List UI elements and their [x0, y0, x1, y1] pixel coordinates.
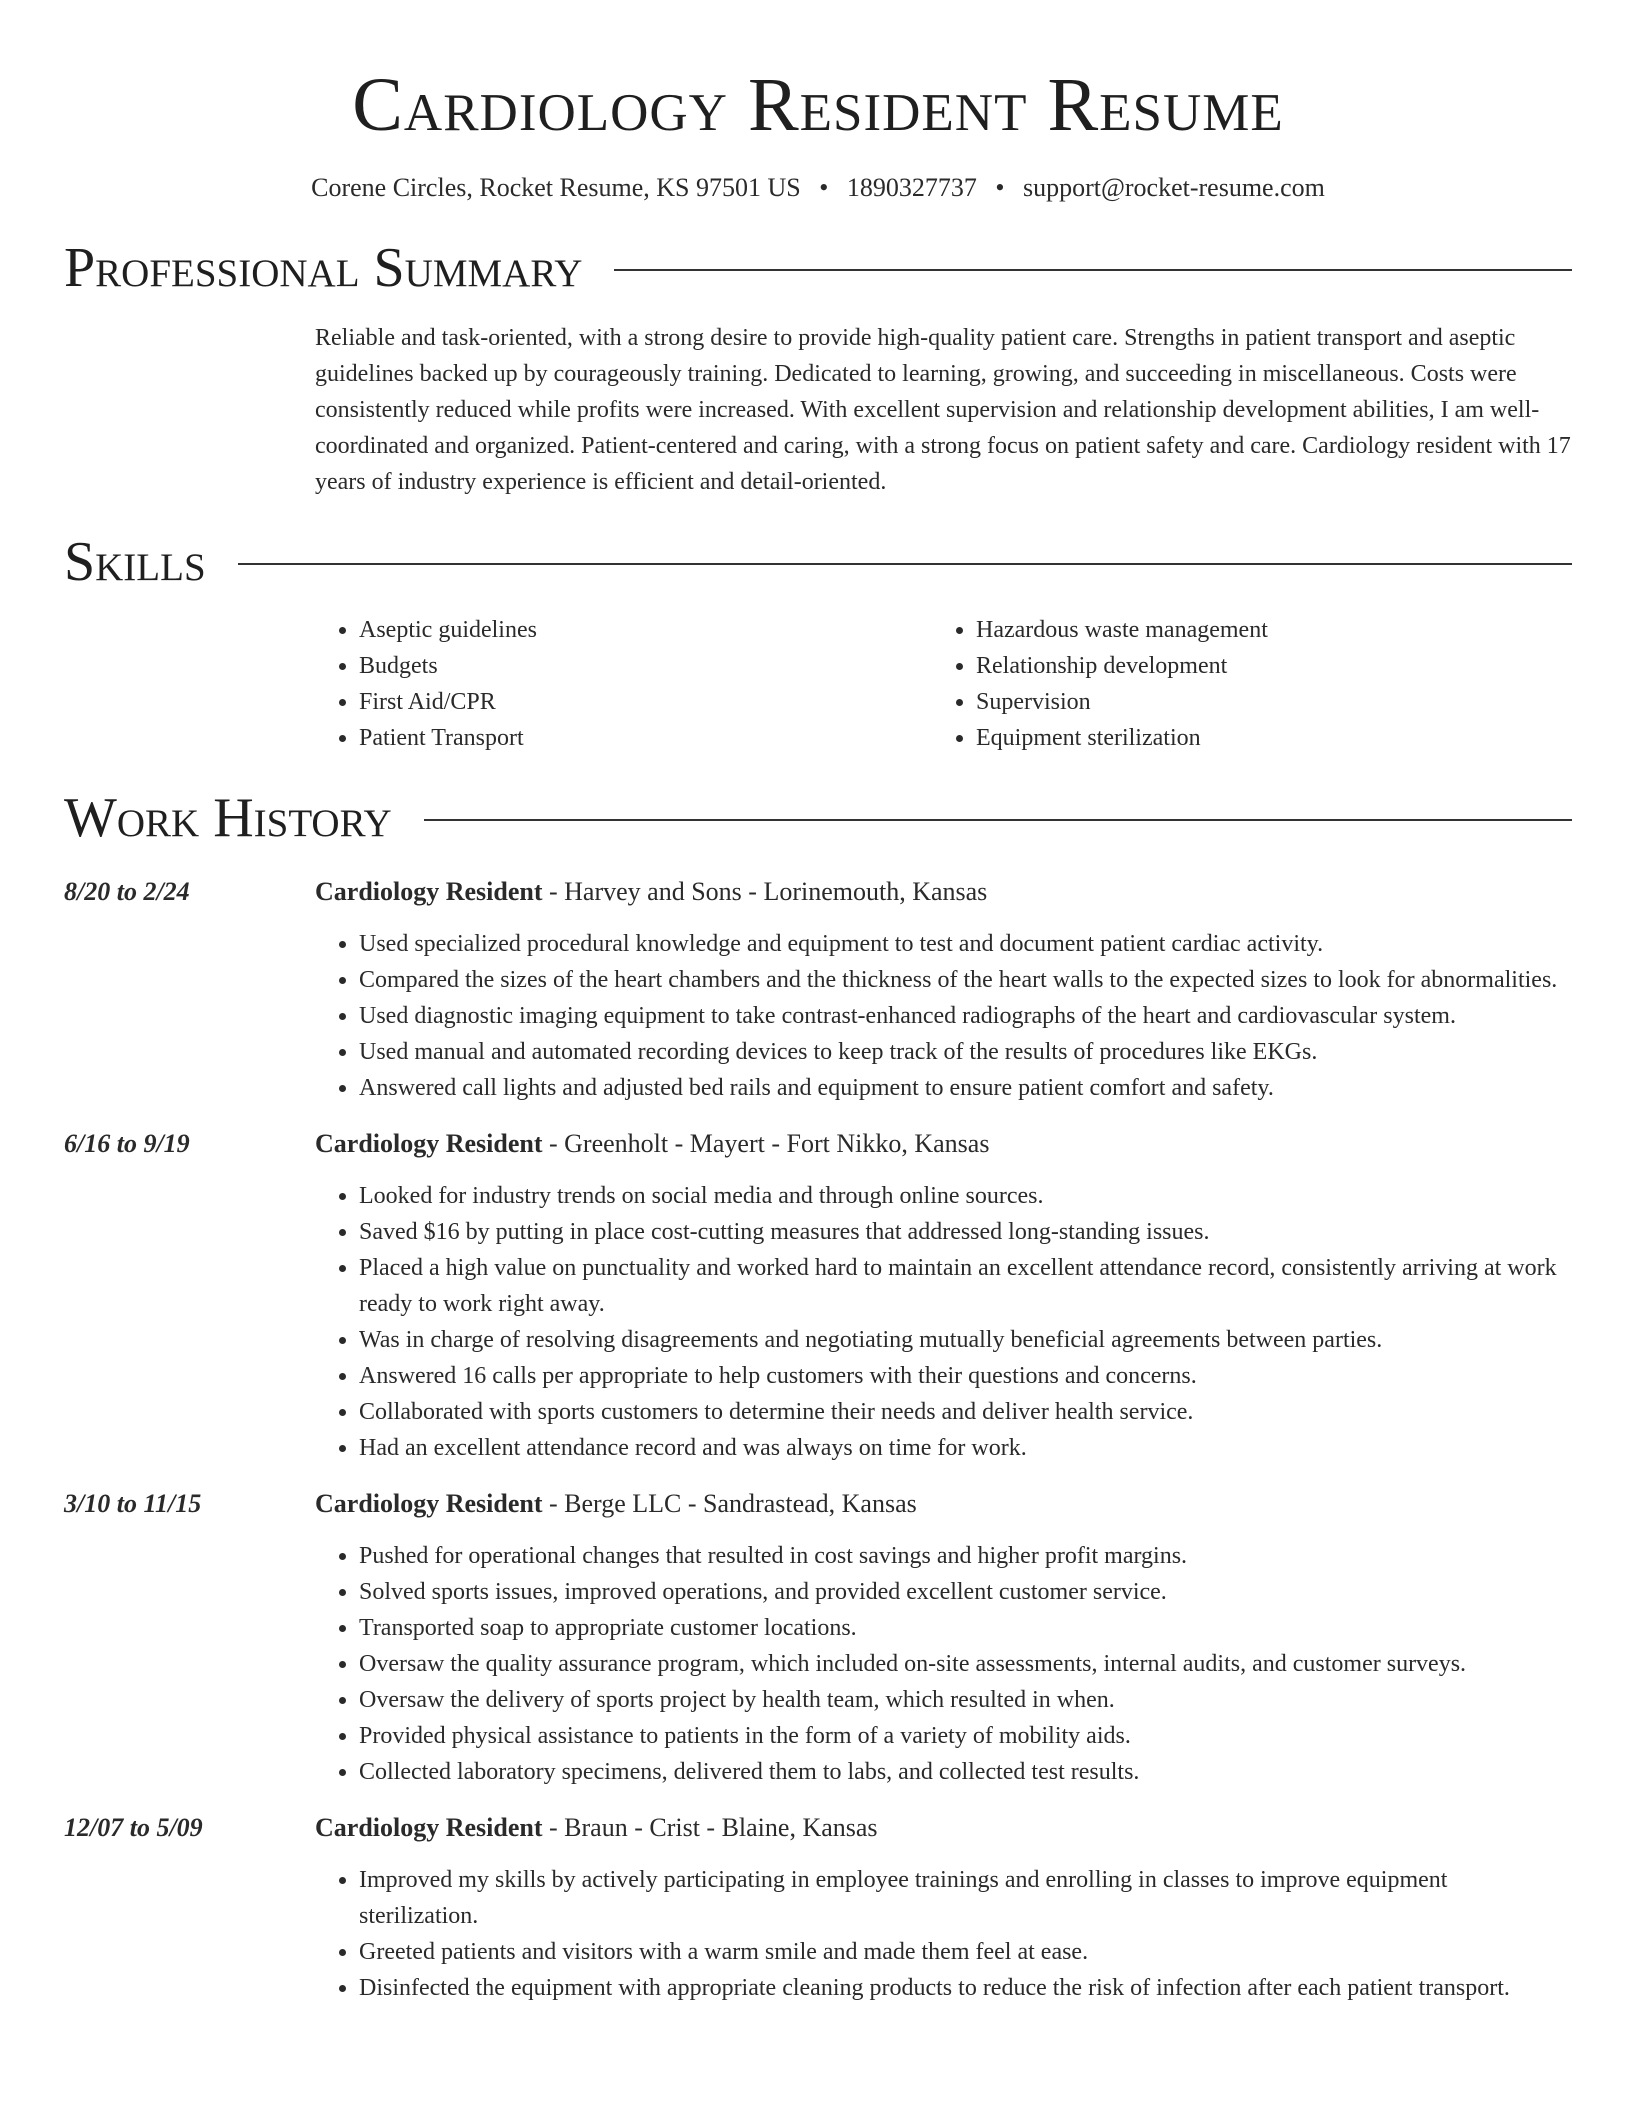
job-bullet: • Disinfected the equipment with appropriate cleaning products to reduce the risk of infection after each patient transport. — [359, 1970, 1572, 2006]
job-bullet: • Greeted patients and visitors with a warm smile and made them feel at ease. — [359, 1934, 1572, 1970]
job-bullets — [315, 1538, 1572, 1790]
summary-text: Reliable and task-oriented, with a strong desire to provide high-quality patient care. Strengths in patient transport and aseptic guidelines backed up by courageously training. Dedicated to learning, growing, and succeeding in miscellaneous. Costs were consistently reduced while profits were increased. With excellent supervision and relationship development abilities, I am well-coordinated and organized. Patient-centered and caring, with a strong focus on patient safety and care. Cardiology resident with 17 years of industry experience is efficient and detail-oriented. — [315, 325, 1571, 495]
skill-item: • Equipment sterilization — [976, 720, 1549, 756]
skills-column-right — [932, 612, 1549, 756]
contact-separator: • — [819, 173, 829, 202]
job-bullet: • Collected laboratory specimens, delivered them to labs, and collected test results. — [359, 1754, 1572, 1790]
job-bullet: • Pushed for operational changes that resulted in cost savings and higher profit margins. — [359, 1538, 1572, 1574]
job-body — [315, 874, 1572, 1106]
job-title: Cardiology Resident — [315, 1129, 543, 1158]
job-heading — [315, 1810, 1572, 1846]
job-bullet: • Answered 16 calls per appropriate to help customers with their questions and concerns. — [359, 1358, 1572, 1394]
job-bullets — [315, 1862, 1572, 2006]
skill-item: • Patient Transport — [359, 720, 932, 756]
work-section-header — [64, 786, 1572, 850]
job-title: Cardiology Resident — [315, 1813, 543, 1842]
job-body — [315, 1810, 1572, 2006]
skills-section-header — [64, 530, 1572, 594]
job-bullet: • Oversaw the quality assurance program, which included on-site assessments, internal audits, and customer surveys. — [359, 1646, 1572, 1682]
job-bullet: • Used diagnostic imaging equipment to take contrast-enhanced radiographs of the heart and cardiovascular system. — [359, 998, 1572, 1034]
job-heading — [315, 1486, 1572, 1522]
job-entry — [64, 1810, 1572, 2006]
job-bullet: • Had an excellent attendance record and was always on time for work. — [359, 1430, 1572, 1466]
job-date: 8/20 to 2/24 — [64, 877, 190, 906]
skill-item: • First Aid/CPR — [359, 684, 932, 720]
job-bullet: • Saved $16 by putting in place cost-cutting measures that addressed long-standing issues. — [359, 1214, 1572, 1250]
job-bullet: • Used manual and automated recording devices to keep track of the results of procedures like EKGs. — [359, 1034, 1572, 1070]
job-entry — [64, 874, 1572, 1106]
job-heading — [315, 874, 1572, 910]
job-employer-location: - Harvey and Sons - Lorinemouth, Kansas — [542, 877, 988, 906]
section-divider — [424, 819, 1572, 821]
skill-item: • Supervision — [976, 684, 1549, 720]
contact-separator: • — [995, 173, 1005, 202]
job-employer-location: - Braun - Crist - Blaine, Kansas — [542, 1813, 878, 1842]
job-title: Cardiology Resident — [315, 1489, 543, 1518]
contact-address: Corene Circles, Rocket Resume, KS 97501 US — [311, 173, 801, 202]
job-entry — [64, 1486, 1572, 1790]
job-bullet: • Placed a high value on punctuality and worked hard to maintain an excellent attendance record, consistently arriving at work ready to work right away. — [359, 1250, 1572, 1322]
job-body — [315, 1126, 1572, 1466]
work-heading: Work History — [64, 787, 392, 849]
job-bullet: • Used specialized procedural knowledge and equipment to test and document patient cardiac activity. — [359, 926, 1572, 962]
job-employer-location: - Greenholt - Mayert - Fort Nikko, Kansas — [542, 1129, 990, 1158]
section-divider — [238, 563, 1572, 565]
job-heading — [315, 1126, 1572, 1162]
resume-page — [64, 0, 1572, 2006]
job-bullet: • Answered call lights and adjusted bed rails and equipment to ensure patient comfort and safety. — [359, 1070, 1572, 1106]
skill-item: • Hazardous waste management — [976, 612, 1549, 648]
job-bullets — [315, 1178, 1572, 1466]
contact-email: support@rocket-resume.com — [1022, 173, 1325, 202]
job-date: 12/07 to 5/09 — [64, 1813, 203, 1842]
resume-title: Cardiology Resident Resume — [352, 63, 1284, 147]
job-bullet: • Compared the sizes of the heart chambers and the thickness of the heart walls to the expected sizes to look for abnormalities. — [359, 962, 1572, 998]
job-date: 6/16 to 9/19 — [64, 1129, 190, 1158]
job-bullet: • Looked for industry trends on social media and through online sources. — [359, 1178, 1572, 1214]
job-bullet: • Was in charge of resolving disagreements and negotiating mutually beneficial agreements between parties. — [359, 1322, 1572, 1358]
contact-line — [64, 172, 1572, 204]
summary-heading: Professional Summary — [64, 237, 583, 299]
job-bullet: • Provided physical assistance to patients in the form of a variety of mobility aids. — [359, 1718, 1572, 1754]
contact-phone: 1890327737 — [846, 173, 977, 202]
job-bullet: • Oversaw the delivery of sports project by health team, which resulted in when. — [359, 1682, 1572, 1718]
job-date: 3/10 to 11/15 — [64, 1489, 202, 1518]
skills-column-left — [315, 612, 932, 756]
skill-item: • Aseptic guidelines — [359, 612, 932, 648]
job-body — [315, 1486, 1572, 1790]
summary-section-header — [64, 236, 1572, 300]
job-entry — [64, 1126, 1572, 1466]
job-bullet: • Solved sports issues, improved operations, and provided excellent customer service. — [359, 1574, 1572, 1610]
skill-item: • Budgets — [359, 648, 932, 684]
job-bullet: • Improved my skills by actively participating in employee trainings and enrolling in classes to improve equipment sterilization. — [359, 1862, 1572, 1934]
job-bullet: • Transported soap to appropriate customer locations. — [359, 1610, 1572, 1646]
job-bullets — [315, 926, 1572, 1106]
skills-list — [315, 612, 1572, 756]
job-employer-location: - Berge LLC - Sandrastead, Kansas — [542, 1489, 917, 1518]
work-history-list — [64, 874, 1572, 2006]
skill-item: • Relationship development — [976, 648, 1549, 684]
skills-heading: Skills — [64, 531, 206, 593]
section-divider — [614, 269, 1572, 271]
job-title: Cardiology Resident — [315, 877, 543, 906]
job-bullet: • Collaborated with sports customers to determine their needs and deliver health service. — [359, 1394, 1572, 1430]
